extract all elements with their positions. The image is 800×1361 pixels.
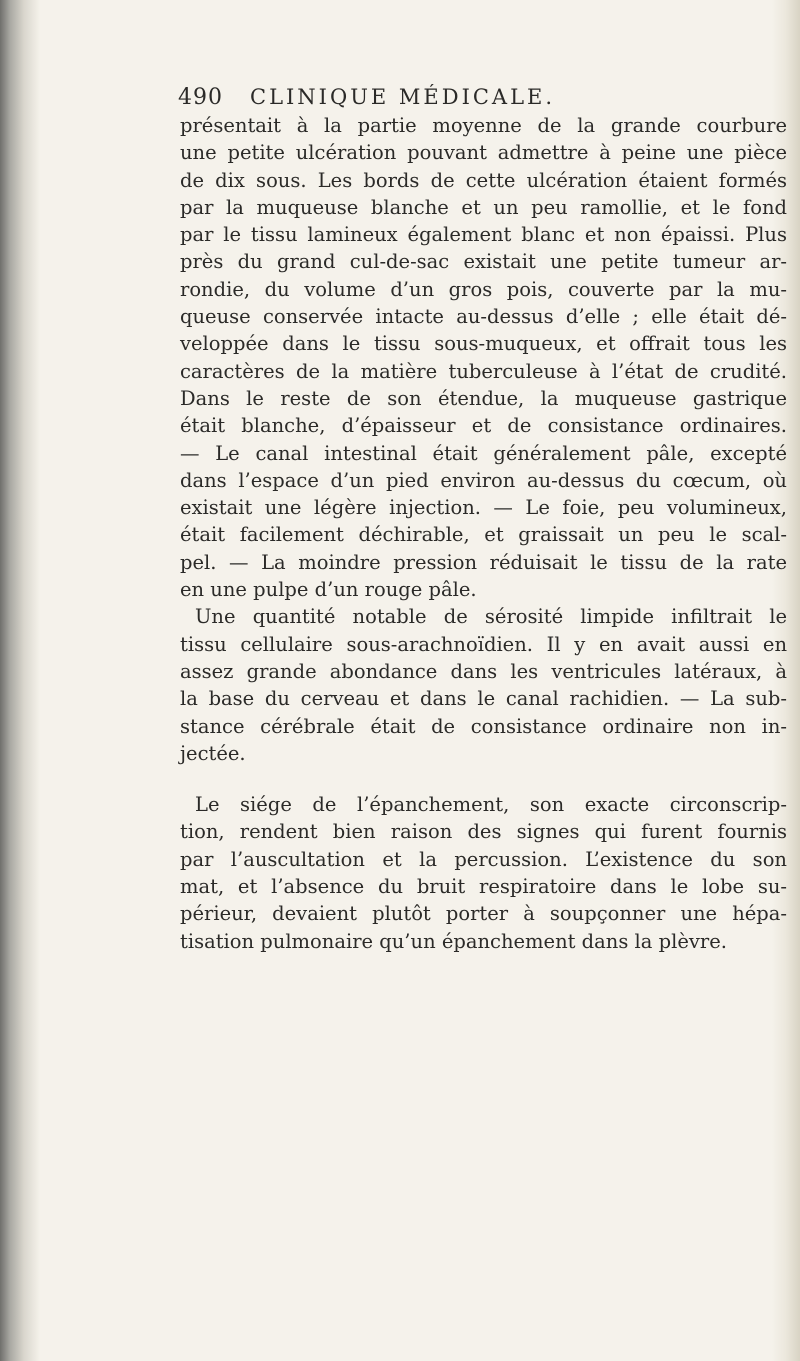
text-line: caractères de la matière tuberculeuse à l’état de crudité. bbox=[180, 359, 787, 383]
text-line: tion, rendent bien raison des signes qui furent fournis bbox=[180, 820, 787, 844]
text-line: était facilement déchirable, et graissait un peu le scal- bbox=[180, 523, 787, 547]
body-text bbox=[180, 112, 790, 955]
text-line: une petite ulcération pouvant admettre à peine une pièce bbox=[180, 141, 787, 165]
text-line: queuse conservée intacte au-dessus d’elle ; elle était dé- bbox=[180, 305, 787, 329]
text-line: mat, et l’absence du bruit respiratoire dans le lobe su- bbox=[180, 875, 787, 899]
text-line: par le tissu lamineux également blanc et non épaissi. Plus bbox=[180, 223, 787, 247]
text-line: jectée. bbox=[180, 741, 246, 765]
text-line: — Le canal intestinal était généralement pâle, excepté bbox=[180, 441, 787, 465]
text-line: par l’auscultation et la percussion. L’existence du son bbox=[180, 847, 787, 871]
page-number: 490 bbox=[178, 85, 223, 110]
text-line: était blanche, d’épaisseur et de consistance ordinaires. bbox=[180, 414, 787, 438]
text-line: Une quantité notable de sérosité limpide infiltrait le bbox=[195, 605, 787, 629]
text-line: veloppée dans le tissu sous-muqueux, et offrait tous les bbox=[180, 332, 787, 356]
text-line: près du grand cul-de-sac existait une petite tumeur ar- bbox=[180, 250, 787, 274]
text-line: en une pulpe d’un rouge pâle. bbox=[180, 578, 477, 602]
text-line: pel. — La moindre pression réduisait le tissu de la rate bbox=[180, 550, 787, 574]
text-line: périeur, devaient plutôt porter à soupçonner une hépa- bbox=[180, 902, 787, 926]
paragraph-3 bbox=[180, 791, 790, 955]
text-line: tisation pulmonaire qu’un épanchement dans la plèvre. bbox=[180, 929, 727, 953]
text-line: Dans le reste de son étendue, la muqueuse gastrique bbox=[180, 386, 787, 410]
text-line: dans l’espace d’un pied environ au-dessus du cœcum, où bbox=[180, 468, 787, 492]
text-line: la base du cerveau et dans le canal rachidien. — La sub- bbox=[180, 687, 787, 711]
text-line: Le siége de l’épanchement, son exacte circonscrip- bbox=[195, 793, 787, 817]
running-title: CLINIQUE MÉDICALE. bbox=[250, 85, 556, 109]
paragraph-2 bbox=[180, 603, 790, 767]
text-line: existait une légère injection. — Le foie, peu volumineux, bbox=[180, 496, 787, 520]
text-line: rondie, du volume d’un gros pois, couverte par la mu- bbox=[180, 277, 787, 301]
text-line: assez grande abondance dans les ventricules latéraux, à bbox=[180, 659, 787, 683]
text-line: stance cérébrale était de consistance ordinaire non in- bbox=[180, 714, 787, 738]
paragraph-gap bbox=[180, 767, 790, 791]
text-line: par la muqueuse blanche et un peu ramollie, et le fond bbox=[180, 195, 787, 219]
text-line: présentait à la partie moyenne de la grande courbure bbox=[180, 114, 787, 137]
paragraph-1 bbox=[180, 112, 790, 603]
binding-shadow bbox=[0, 0, 40, 1361]
text-line: de dix sous. Les bords de cette ulcération étaient formés bbox=[180, 168, 787, 192]
text-line: tissu cellulaire sous-arachnoïdien. Il y en avait aussi en bbox=[180, 632, 787, 656]
